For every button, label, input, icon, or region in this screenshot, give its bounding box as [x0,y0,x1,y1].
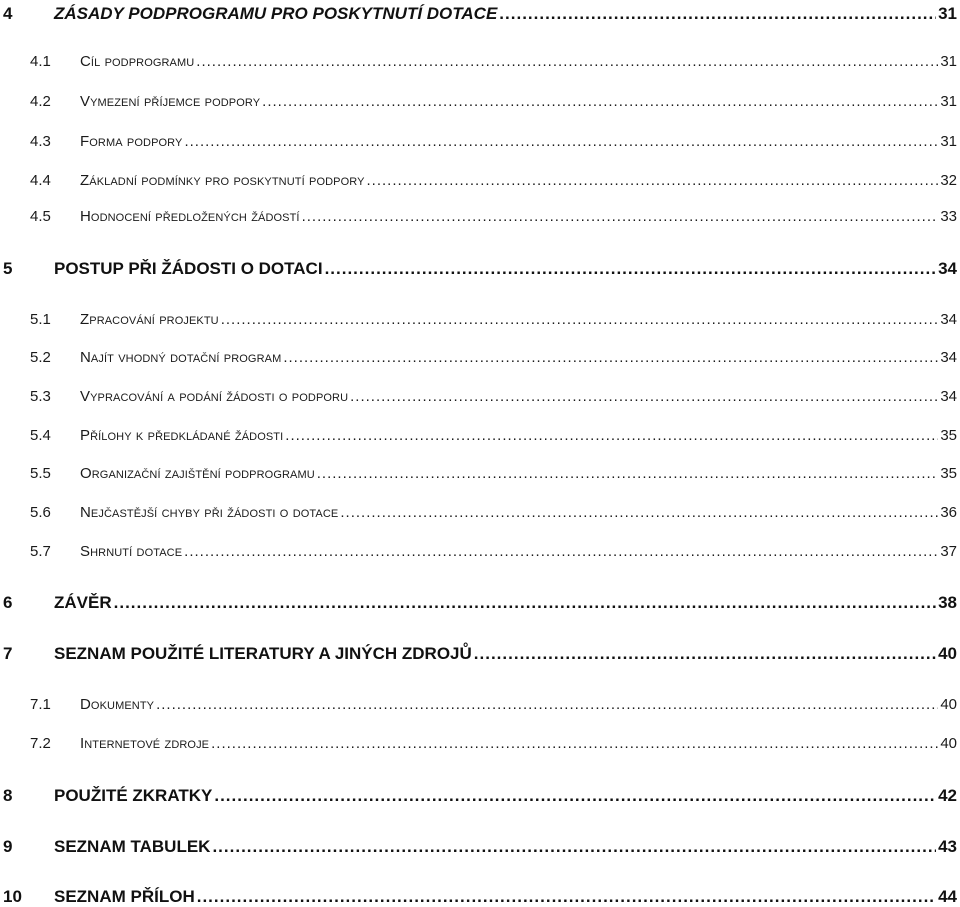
toc-entry-6[interactable] [0,593,960,613]
dot-leader [262,93,938,110]
toc-entry-4-4[interactable] [0,172,960,189]
toc-entry-number: 4 [3,4,13,23]
toc-entry-title: ZÁVĚR [54,593,112,612]
toc-entry-title: Shrnutí dotace [80,543,183,560]
toc-entry-page: 33 [940,208,957,225]
toc-entry-8[interactable] [0,786,960,806]
toc-entry-number: 4.3 [30,133,51,150]
toc-entry-title: POUŽITÉ ZKRATKY [54,786,213,805]
toc-entry-title: SEZNAM POUŽITÉ LITERATURY A JINÝCH ZDROJŮ [54,644,472,663]
toc-entry-number: 5 [3,259,13,278]
toc-entry-number: 4.5 [30,208,51,225]
toc-entry-title: ZÁSADY PODPROGRAMU PRO POSKYTNUTÍ DOTACE [54,4,498,23]
toc-entry-page: 38 [938,593,957,612]
dot-leader [196,53,938,70]
dot-leader [211,735,938,752]
toc-entry-5-6[interactable] [0,504,960,521]
toc-entry-title: SEZNAM PŘÍLOH [54,887,195,906]
toc-entry-number: 8 [3,786,13,805]
toc-entry-title: Nejčastější chyby při žádosti o dotace [80,504,339,521]
dot-leader [317,465,939,482]
toc-entry-title: POSTUP PŘI ŽÁDOSTI O DOTACI [54,259,323,278]
toc-entry-page: 34 [938,259,957,278]
toc-entry-number: 5.5 [30,465,51,482]
dot-leader [214,786,936,806]
dot-leader [221,311,939,328]
dot-leader [285,427,938,444]
toc-entry-number: 5.3 [30,388,51,405]
toc-entry-page: 43 [938,837,957,856]
toc-entry-7-1[interactable] [0,696,960,713]
toc-entry-4-1[interactable] [0,53,960,70]
toc-entry-title: Forma podpory [80,133,183,150]
toc-entry-10[interactable] [0,887,960,907]
toc-entry-page: 36 [940,504,957,521]
toc-entry-page: 42 [938,786,957,805]
toc-entry-number: 4.2 [30,93,51,110]
dot-leader [114,593,936,613]
dot-leader [184,543,938,560]
toc-entry-number: 5.4 [30,427,51,444]
dot-leader [212,837,936,857]
dot-leader [350,388,938,405]
toc-entry-5-1[interactable] [0,311,960,328]
toc-entry-5-7[interactable] [0,543,960,560]
toc-entry-title: Hodnocení předložených žádostí [80,208,300,225]
toc-entry-number: 7 [3,644,13,663]
toc-entry-title: Internetové zdroje [80,735,210,752]
toc-entry-page: 40 [940,735,957,752]
toc-entry-title: Organizační zajištění podprogramu [80,465,315,482]
toc-entry-title: Zpracování projektu [80,311,219,328]
toc-entry-page: 44 [938,887,957,906]
toc-entry-7[interactable] [0,644,960,664]
toc-entry-page: 31 [940,133,957,150]
toc-entry-page: 34 [940,349,957,366]
toc-entry-number: 5.1 [30,311,51,328]
dot-leader [156,696,938,713]
toc-entry-number: 5.7 [30,543,51,560]
toc-entry-5-5[interactable] [0,465,960,482]
toc-entry-number: 5.2 [30,349,51,366]
toc-entry-title: Cíl podprogramu [80,53,195,70]
toc-entry-number: 7.1 [30,696,51,713]
toc-entry-title: Najít vhodný dotační program [80,349,282,366]
dot-leader [474,644,936,664]
toc-entry-page: 35 [940,465,957,482]
toc-entry-page: 31 [940,53,957,70]
toc-entry-5-2[interactable] [0,349,960,366]
toc-entry-title: Přílohy k předkládané žádosti [80,427,284,444]
toc-entry-5-3[interactable] [0,388,960,405]
toc-entry-title: Vypracování a podání žádosti o podporu [80,388,349,405]
dot-leader [367,172,939,189]
toc-entry-number: 4.4 [30,172,51,189]
toc-entry-4-5[interactable] [0,208,960,225]
dot-leader [340,504,938,521]
toc-entry-page: 31 [938,4,957,23]
toc-entry-page: 34 [940,311,957,328]
toc-entry-page: 34 [940,388,957,405]
toc-entry-7-2[interactable] [0,735,960,752]
toc-entry-page: 31 [940,93,957,110]
toc-entry-title: Základní podmínky pro poskytnutí podpory [80,172,365,189]
toc-entry-number: 7.2 [30,735,51,752]
toc-entry-number: 5.6 [30,504,51,521]
toc-entry-number: 10 [3,887,22,906]
toc-entry-number: 6 [3,593,13,612]
toc-entry-page: 32 [940,172,957,189]
toc-entry-4[interactable] [0,4,960,24]
toc-entry-page: 40 [940,696,957,713]
dot-leader [499,4,936,24]
toc-entry-5[interactable] [0,259,960,279]
toc-entry-number: 4.1 [30,53,51,70]
dot-leader [325,259,937,279]
dot-leader [302,208,939,225]
dot-leader [197,887,936,907]
dot-leader [184,133,938,150]
toc-entry-page: 35 [940,427,957,444]
dot-leader [283,349,938,366]
toc-entry-4-2[interactable] [0,93,960,110]
toc-entry-page: 40 [938,644,957,663]
toc-entry-title: Dokumenty [80,696,155,713]
toc-entry-title: SEZNAM TABULEK [54,837,211,856]
toc-entry-4-3[interactable] [0,133,960,150]
toc-entry-page: 37 [940,543,957,560]
toc-entry-9[interactable] [0,837,960,857]
toc-entry-title: Vymezení příjemce podpory [80,93,261,110]
toc-entry-5-4[interactable] [0,427,960,444]
toc-entry-number: 9 [3,837,13,856]
